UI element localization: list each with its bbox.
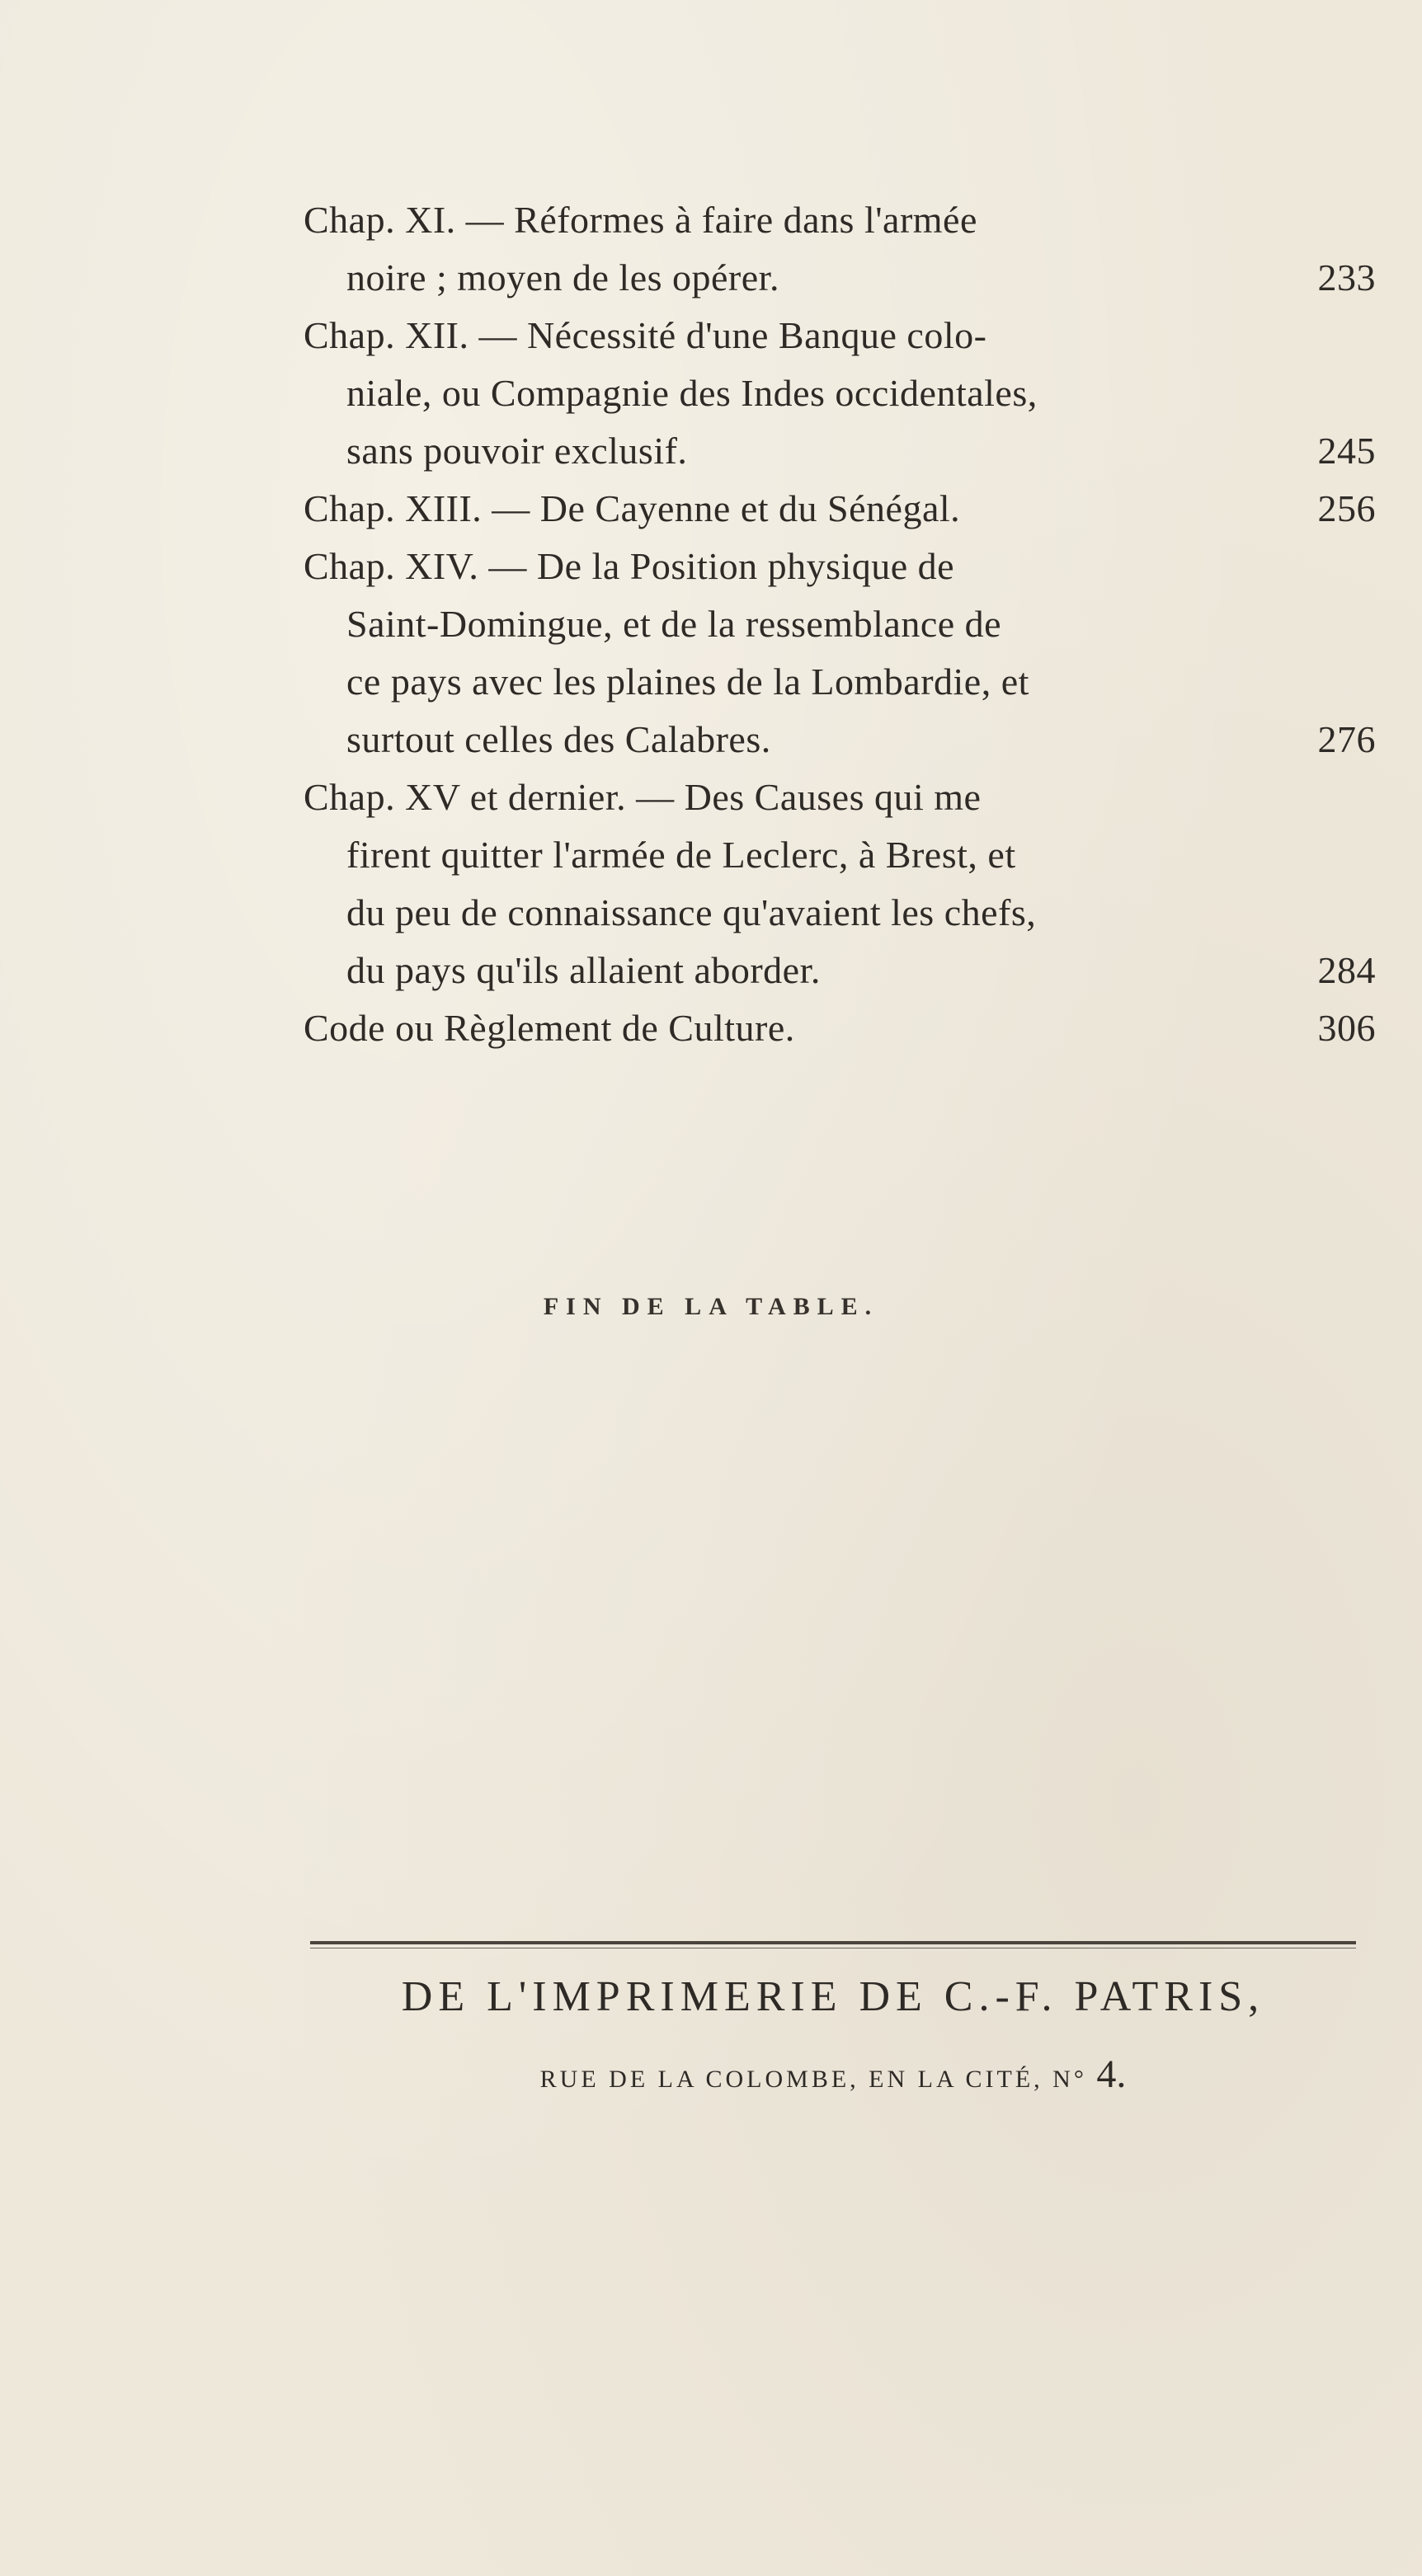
toc-line-text: du pays qu'ils allaient aborder. xyxy=(346,949,821,991)
table-of-contents xyxy=(304,191,1376,1057)
toc-line xyxy=(304,595,1376,653)
toc-line-text: niale, ou Compagnie des Indes occidentales, xyxy=(346,372,1038,414)
toc-line-text: surtout celles des Calabres. xyxy=(346,718,771,760)
toc-line-text: ce pays avec les plaines de la Lombardie, et xyxy=(346,660,1029,703)
divider-rule xyxy=(310,1941,1356,1944)
toc-line-text: Chap. XIV. — De la Position physique de xyxy=(304,545,955,587)
toc-line xyxy=(304,769,1376,826)
printer-imprint: DE L'IMPRIMERIE DE C.-F. PATRIS, xyxy=(401,1973,1265,2020)
toc-line xyxy=(304,884,1376,942)
toc-page-number: 245 xyxy=(1317,430,1376,472)
toc-line-text: du peu de connaissance qu'avaient les chefs, xyxy=(346,891,1037,933)
end-of-table-label: FIN DE LA TABLE. xyxy=(543,1293,879,1320)
toc-line xyxy=(304,422,1376,480)
toc-page-number: 284 xyxy=(1317,949,1376,991)
printer-address-text: RUE DE LA COLOMBE, EN LA CITÉ, N° xyxy=(539,2066,1087,2093)
printer-address-number: 4. xyxy=(1096,2052,1127,2096)
toc-line-text: Chap. XI. — Réformes à faire dans l'armée xyxy=(304,199,977,241)
toc-page-number: 306 xyxy=(1317,1007,1376,1049)
toc-page-number: 276 xyxy=(1317,718,1376,760)
toc-line xyxy=(304,711,1376,769)
toc-line-text: noire ; moyen de les opérer. xyxy=(346,256,779,298)
toc-line xyxy=(304,364,1376,422)
toc-line xyxy=(304,249,1376,307)
toc-line xyxy=(304,191,1376,249)
printer-address xyxy=(310,2052,1356,2097)
toc-line-text: sans pouvoir exclusif. xyxy=(346,430,688,472)
toc-line xyxy=(304,999,1376,1057)
toc-page-number: 256 xyxy=(1317,487,1376,529)
toc-line-text: Code ou Règlement de Culture. xyxy=(304,1007,795,1049)
toc-line-text: Saint-Domingue, et de la ressemblance de xyxy=(346,603,1002,645)
toc-line-text: Chap. XV et dernier. — Des Causes qui me xyxy=(304,776,982,818)
toc-page-number: 233 xyxy=(1317,256,1376,298)
toc-line-text: Chap. XII. — Nécessité d'une Banque colo- xyxy=(304,314,987,356)
toc-line-text: Chap. XIII. — De Cayenne et du Sénégal. xyxy=(304,487,961,529)
toc-line xyxy=(304,826,1376,884)
toc-line xyxy=(304,653,1376,711)
toc-line-text: firent quitter l'armée de Leclerc, à Brest, et xyxy=(346,834,1016,876)
toc-line xyxy=(304,942,1376,999)
toc-line xyxy=(304,538,1376,595)
toc-line xyxy=(304,307,1376,364)
toc-line xyxy=(304,480,1376,538)
